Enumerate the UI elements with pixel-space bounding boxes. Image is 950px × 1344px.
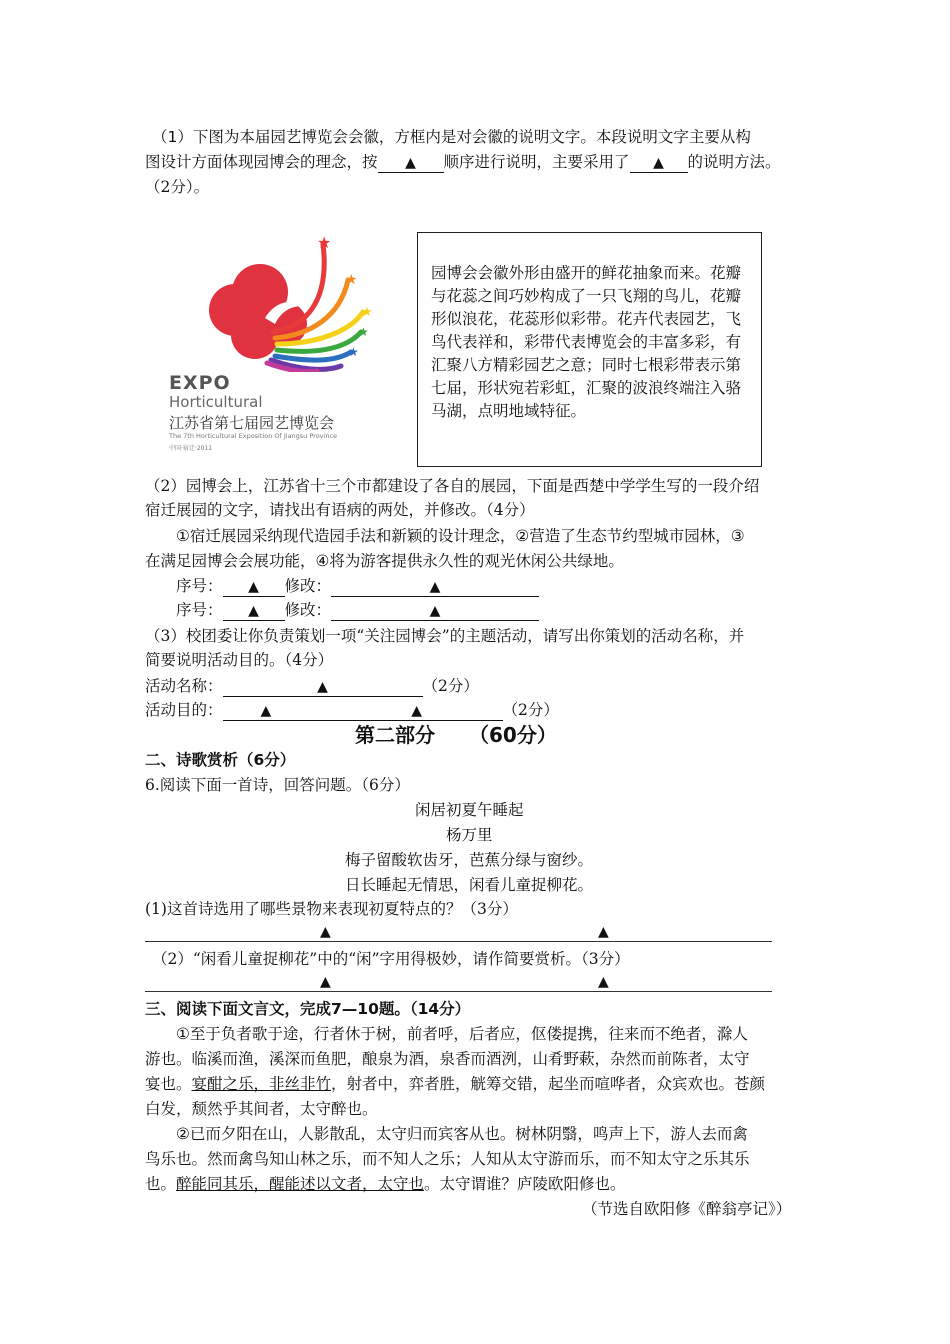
answer-mark: ▲ [411,703,423,719]
answer-mark: ▲ [598,924,609,940]
answer-mark: ▲ [653,155,664,171]
activity-name-label: 活动名称： [145,677,223,695]
passage-p2-line1: ②已而夕阳在山，人影散乱，太守归而宾客从也。树林阴翳，鸣声上下，游人去而禽 [176,1125,748,1143]
logo-cn-title: 江苏省第七届园艺博览会 [169,414,335,432]
poem-verse-2: 日长睡起无情思，闲看儿童捉柳花。 [345,876,594,894]
poem-verse-1: 梅子留酸软齿牙，芭蕉分绿与窗纱。 [345,851,594,869]
fix-blank-2[interactable] [331,601,539,621]
poem-sub-q2: （2）“闲看儿童捉柳花”中的“闲”字用得极妙，请作简要赏析。（3分） [152,950,630,968]
q1-line2-text-c: 的说明方法。 [687,153,781,171]
passage-p1-line4: 白发，颓然乎其间者，太守醉也。 [145,1100,378,1118]
answer-mark: ▲ [405,155,416,171]
part2-title-text: 第二部分 [355,723,435,747]
logo-city-year: 中国·宿迁·2011 [169,445,213,452]
q3-name-row [145,675,479,697]
q2-answer-row-1 [176,575,539,597]
q6-prompt: 6.阅读下面一首诗，回答问题。（6分） [145,776,410,794]
poem-title: 闲居初夏午睡起 [415,801,524,819]
answer-mark: ▲ [320,974,331,990]
svg-text:★: ★ [348,345,359,359]
answer-mark: ▲ [248,603,259,619]
passage-source: （节选自欧阳修《醉翁亭记》） [582,1200,792,1218]
q3-line2: 简要说明活动目的。（4分） [145,651,334,669]
sec2-heading: 二、诗歌赏析（6分） [145,751,296,769]
q3-purpose-row [145,699,559,721]
expo-logo [165,232,375,462]
q3-line1: （3）校团委让你负责策划一项“关注园博会”的主题活动，请写出你策划的活动名称，并 [145,627,745,645]
poem-sub-q1: (1)这首诗选用了哪些景物来表现初夏特点的？（3分） [145,900,518,918]
svg-text:★: ★ [358,325,369,339]
q1-line3: （2分）。 [145,178,210,196]
answer-mark: ▲ [320,924,331,940]
underlined-sentence-1: 宴酣之乐，非丝非竹 [191,1075,332,1093]
logo-expo: EXPO [169,372,231,394]
q1-blank-method[interactable] [630,153,688,173]
activity-name-blank[interactable] [223,677,423,697]
logo-horticultural: Horticultural [169,393,263,411]
answer-mark: ▲ [317,679,328,695]
sec3-heading: 三、阅读下面文言文，完成7—10题。（14分） [145,1000,471,1018]
svg-text:★: ★ [361,305,373,320]
score-label: （2分） [502,701,559,719]
passage-text: 宴也。 [145,1075,192,1093]
fix-label: 修改： [284,577,332,595]
answer-mark: ▲ [248,579,259,595]
q1-line2 [145,151,781,173]
seq-blank-2[interactable] [223,601,285,621]
poem-author: 杨万里 [446,826,493,844]
part2-score: （60分） [469,723,557,747]
activity-purpose-label: 活动目的： [145,701,223,719]
fix-label: 修改： [284,601,332,619]
passage-p2-line2: 鸟乐也。然而禽鸟知山林之乐，而不知人之乐；人知从太守游而乐，而不知太守之乐其乐 [145,1150,750,1168]
q1-blank-order[interactable] [378,153,444,173]
answer-mark: ▲ [429,603,441,619]
passage-text: 也。 [145,1175,177,1193]
emblem-description-text: 园博会会徽外形由盛开的鲜花抽象而来。花瓣与花蕊之间巧妙构成了一只飞翔的鸟儿，花瓣形似浪花，花蕊形似彩带。花卉代表园艺，飞鸟代表祥和，彩带代表博览会的丰富多彩，有汇聚八方精彩园艺之意；同时七根彩带表示第七届，形状宛若彩虹，汇聚的波浪终端注入骆马湖，点明地域特征。 [431,264,742,420]
passage-text: 。太守谓谁？庐陵欧阳修也。 [424,1175,626,1193]
activity-purpose-blank[interactable] [223,701,503,721]
seq-blank-1[interactable] [223,577,285,597]
q2-text1: ①宿迁展园采纳现代造园手法和新颖的设计理念，②营造了生态节约型城市园林，③ [176,527,745,545]
answer-line-1[interactable] [145,941,772,942]
passage-p1-line3 [145,1073,765,1095]
answer-mark: ▲ [260,703,272,719]
answer-mark: ▲ [598,974,609,990]
q1-line2-text-b: 顺序进行说明，主要采用了 [443,153,630,171]
q2-line1: （2）园博会上，江苏省十三个市都建设了各自的展园，下面是西楚中学学生写的一段介绍 [145,477,760,495]
answer-mark: ▲ [429,579,441,595]
q1-line1: （1）下图为本届园艺博览会会徽，方框内是对会徽的说明文字。本段说明文字主要从构 [152,128,751,146]
q2-text2: 在满足园博会会展功能，④将为游客提供永久性的观光休闲公共绿地。 [145,552,624,570]
q1-line2-text-a: 图设计方面体现园博会的理念，按 [145,153,378,171]
svg-text:★: ★ [345,272,358,288]
passage-text: ，射者中，弈者胜，觥筹交错，起坐而喧哗者，众宾欢也。苍颜 [331,1075,766,1093]
passage-p1-line2: 游也。临溪而渔，溪深而鱼肥，酿泉为酒，泉香而酒洌，山肴野蔌，杂然而前陈者，太守 [145,1050,750,1068]
answer-line-2[interactable] [145,991,772,992]
part2-title [355,722,557,748]
score-label: （2分） [422,677,479,695]
fix-blank-1[interactable] [331,577,539,597]
passage-p2-line3 [145,1173,626,1195]
svg-text:★: ★ [317,233,332,252]
seq-label: 序号： [176,577,223,595]
q2-line2: 宿迁展园的文字，请找出有语病的两处，并修改。（4分） [145,501,535,519]
underlined-sentence-2: 醉能同其乐，醒能述以文者，太守也 [176,1175,425,1193]
flower-bird-emblem [165,232,375,372]
passage-p1-line1: ①至于负者歌于途，行者休于树，前者呼，后者应，伛偻提携，往来而不绝者，滁人 [176,1025,748,1043]
emblem-description-box [417,232,762,467]
seq-label: 序号： [176,601,223,619]
logo-en-sub: The 7th Horticultural Exposition Of Jiangsu Province [169,432,338,440]
q2-answer-row-2 [176,599,539,621]
